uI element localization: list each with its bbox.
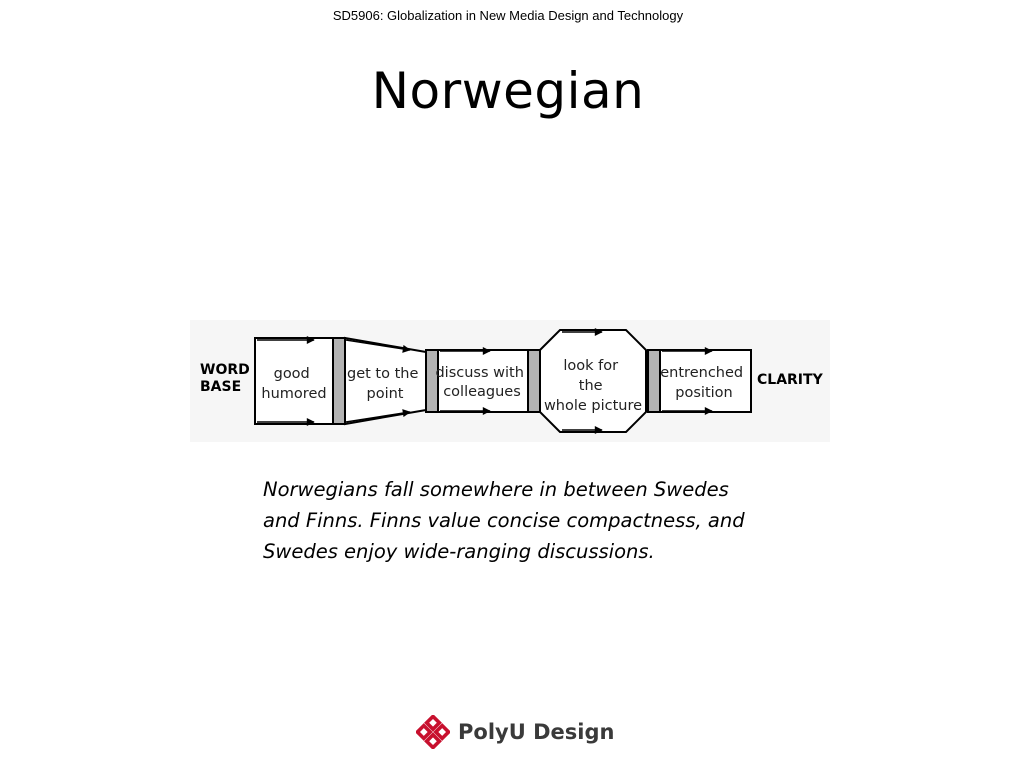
divider-bar-4 bbox=[648, 350, 660, 412]
polyu-logo-icon bbox=[416, 715, 450, 749]
svg-text:get to the point: get to the point bbox=[347, 366, 419, 402]
divider-bar-2 bbox=[426, 350, 438, 412]
stage-entrenched-position bbox=[660, 350, 751, 412]
svg-text:discuss with colleague: discuss with colleagues bbox=[435, 365, 524, 400]
course-header: SD5906: Globalization in New Media Design and Technology bbox=[332, 8, 684, 23]
caption-text bbox=[263, 474, 783, 567]
flow-diagram-svg bbox=[190, 320, 830, 442]
word-base-label: WORD BASE bbox=[200, 362, 250, 395]
stage-get-to-the-point bbox=[345, 338, 426, 424]
caption-line: Swedes enjoy wide-ranging discussions. bbox=[263, 540, 655, 563]
slide-title: Norwegian bbox=[371, 62, 645, 120]
caption-line: and Finns. Finns value concise compactness, and bbox=[263, 509, 745, 532]
divider-bar-3 bbox=[528, 350, 540, 412]
svg-text:look for the w: look for the whole picture bbox=[543, 358, 643, 414]
brand-name: PolyU Design bbox=[458, 720, 615, 744]
divider-bar-1 bbox=[333, 338, 345, 424]
footer-logo bbox=[416, 714, 614, 750]
communication-flow-diagram bbox=[190, 320, 830, 442]
stage-discuss-with-colleagues bbox=[435, 350, 528, 412]
caption-line: Norwegians fall somewhere in between Swedes bbox=[263, 478, 729, 501]
stage-good-humored bbox=[255, 338, 333, 424]
svg-text:entrenched position: entrenched position bbox=[660, 365, 744, 401]
svg-text:good humored: good humored bbox=[261, 366, 327, 402]
stage-look-for-the-whole-picture bbox=[540, 330, 646, 432]
clarity-label: CLARITY bbox=[757, 372, 823, 388]
